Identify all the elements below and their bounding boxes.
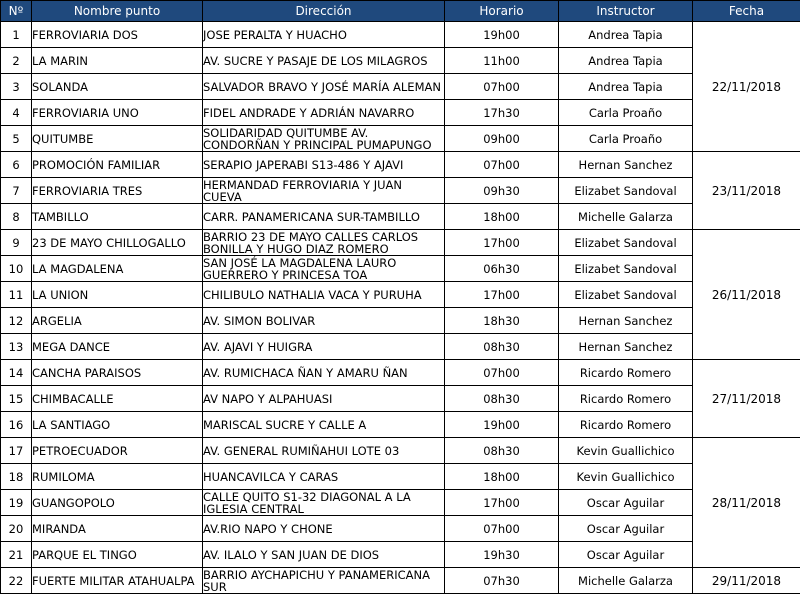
cell-name: MEGA DANCE	[32, 334, 203, 360]
cell-date: 28/11/2018	[693, 438, 800, 568]
cell-instructor: Kevin Guallichico	[559, 464, 693, 490]
cell-address: JOSE PERALTA Y HUACHO	[203, 22, 445, 48]
cell-address: HERMANDAD FERROVIARIA Y JUAN CUEVA	[203, 178, 445, 204]
cell-address: CARR. PANAMERICANA SUR-TAMBILLO	[203, 204, 445, 230]
table-row	[1, 204, 800, 230]
table-row	[1, 334, 800, 360]
cell-instructor: Oscar Aguilar	[559, 516, 693, 542]
cell-address: MARISCAL SUCRE Y CALLE A	[203, 412, 445, 438]
cell-num: 5	[1, 126, 32, 152]
cell-time: 07h00	[445, 516, 559, 542]
cell-name: GUANGOPOLO	[32, 490, 203, 516]
cell-time: 19h00	[445, 412, 559, 438]
cell-instructor: Ricardo Romero	[559, 386, 693, 412]
cell-time: 17h00	[445, 230, 559, 256]
header-name: Nombre punto	[32, 1, 203, 22]
cell-name: ARGELIA	[32, 308, 203, 334]
cell-name: CANCHA PARAISOS	[32, 360, 203, 386]
cell-name: MIRANDA	[32, 516, 203, 542]
cell-time: 07h00	[445, 360, 559, 386]
cell-instructor: Michelle Galarza	[559, 204, 693, 230]
cell-time: 18h00	[445, 464, 559, 490]
cell-num: 20	[1, 516, 32, 542]
cell-time: 17h30	[445, 100, 559, 126]
cell-name: FERROVIARIA UNO	[32, 100, 203, 126]
cell-name: FUERTE MILITAR ATAHUALPA	[32, 568, 203, 594]
cell-time: 07h00	[445, 152, 559, 178]
table-row	[1, 386, 800, 412]
cell-num: 9	[1, 230, 32, 256]
cell-instructor: Ricardo Romero	[559, 412, 693, 438]
cell-num: 1	[1, 22, 32, 48]
cell-name: SOLANDA	[32, 74, 203, 100]
cell-instructor: Andrea Tapia	[559, 22, 693, 48]
cell-name: RUMILOMA	[32, 464, 203, 490]
table-row	[1, 282, 800, 308]
cell-name: LA MARIN	[32, 48, 203, 74]
cell-instructor: Elizabet Sandoval	[559, 282, 693, 308]
cell-num: 13	[1, 334, 32, 360]
cell-address: HUANCAVILCA Y CARAS	[203, 464, 445, 490]
cell-instructor: Elizabet Sandoval	[559, 230, 693, 256]
cell-address: AV NAPO Y ALPAHUASI	[203, 386, 445, 412]
cell-address: BARRIO 23 DE MAYO CALLES CARLOS BONILLA Y HUGO DIAZ ROMERO	[203, 230, 445, 256]
cell-time: 11h00	[445, 48, 559, 74]
cell-date: 22/11/2018	[693, 22, 800, 152]
cell-address: AV.RIO NAPO Y CHONE	[203, 516, 445, 542]
cell-instructor: Oscar Aguilar	[559, 490, 693, 516]
cell-time: 18h30	[445, 308, 559, 334]
cell-address: CALLE QUITO S1-32 DIAGONAL A LA IGLESIA CENTRAL	[203, 490, 445, 516]
cell-time: 09h00	[445, 126, 559, 152]
table-row	[1, 22, 800, 48]
table-row	[1, 178, 800, 204]
cell-time: 09h30	[445, 178, 559, 204]
cell-time: 07h00	[445, 74, 559, 100]
cell-num: 2	[1, 48, 32, 74]
cell-num: 15	[1, 386, 32, 412]
cell-date: 23/11/2018	[693, 152, 800, 230]
table-row	[1, 542, 800, 568]
table-row	[1, 48, 800, 74]
cell-num: 16	[1, 412, 32, 438]
cell-instructor: Hernan Sanchez	[559, 334, 693, 360]
table-row	[1, 74, 800, 100]
cell-name: LA UNION	[32, 282, 203, 308]
cell-num: 7	[1, 178, 32, 204]
cell-name: FERROVIARIA DOS	[32, 22, 203, 48]
cell-date: 26/11/2018	[693, 230, 800, 360]
table-row	[1, 464, 800, 490]
cell-address: FIDEL ANDRADE Y ADRIÁN NAVARRO	[203, 100, 445, 126]
cell-time: 18h00	[445, 204, 559, 230]
cell-num: 18	[1, 464, 32, 490]
table-row	[1, 568, 800, 594]
table-row	[1, 438, 800, 464]
header-row	[1, 1, 800, 22]
cell-name: LA SANTIAGO	[32, 412, 203, 438]
cell-instructor: Carla Proaño	[559, 126, 693, 152]
cell-date: 29/11/2018	[693, 568, 800, 594]
cell-time: 08h30	[445, 334, 559, 360]
cell-address: SOLIDARIDAD QUITUMBE AV. CONDORÑAN Y PRINCIPAL PUMAPUNGO	[203, 126, 445, 152]
cell-instructor: Oscar Aguilar	[559, 542, 693, 568]
table-row	[1, 490, 800, 516]
cell-num: 10	[1, 256, 32, 282]
header-num: Nº	[1, 1, 32, 22]
cell-address: AV. ILALO Y SAN JUAN DE DIOS	[203, 542, 445, 568]
cell-num: 6	[1, 152, 32, 178]
cell-num: 17	[1, 438, 32, 464]
cell-num: 4	[1, 100, 32, 126]
cell-instructor: Andrea Tapia	[559, 48, 693, 74]
cell-instructor: Elizabet Sandoval	[559, 178, 693, 204]
cell-instructor: Ricardo Romero	[559, 360, 693, 386]
cell-time: 19h30	[445, 542, 559, 568]
cell-name: PARQUE EL TINGO	[32, 542, 203, 568]
cell-num: 8	[1, 204, 32, 230]
cell-address: AV. SIMON BOLIVAR	[203, 308, 445, 334]
cell-date: 27/11/2018	[693, 360, 800, 438]
cell-name: TAMBILLO	[32, 204, 203, 230]
cell-num: 19	[1, 490, 32, 516]
cell-instructor: Hernan Sanchez	[559, 308, 693, 334]
cell-instructor: Andrea Tapia	[559, 74, 693, 100]
header-date: Fecha	[693, 1, 800, 22]
cell-name: PROMOCIÓN FAMILIAR	[32, 152, 203, 178]
cell-address: CHILIBULO NATHALIA VACA Y PURUHA	[203, 282, 445, 308]
cell-address: AV. RUMICHACA ÑAN Y AMARU ÑAN	[203, 360, 445, 386]
header-instructor: Instructor	[559, 1, 693, 22]
cell-instructor: Michelle Galarza	[559, 568, 693, 594]
cell-instructor: Elizabet Sandoval	[559, 256, 693, 282]
cell-address: AV. SUCRE Y PASAJE DE LOS MILAGROS	[203, 48, 445, 74]
table-row	[1, 230, 800, 256]
cell-address: BARRIO AYCHAPICHU Y PANAMERICANA SUR	[203, 568, 445, 594]
table-row	[1, 308, 800, 334]
cell-instructor: Carla Proaño	[559, 100, 693, 126]
cell-name: 23 DE MAYO CHILLOGALLO	[32, 230, 203, 256]
table-row	[1, 126, 800, 152]
cell-address: SAN JOSÉ LA MAGDALENA LAURO GUERRERO Y PRINCESA TOA	[203, 256, 445, 282]
cell-name: QUITUMBE	[32, 126, 203, 152]
cell-address: AV. GENERAL RUMIÑAHUI LOTE 03	[203, 438, 445, 464]
cell-address: SERAPIO JAPERABI S13-486 Y AJAVI	[203, 152, 445, 178]
cell-time: 07h30	[445, 568, 559, 594]
header-address: Dirección	[203, 1, 445, 22]
cell-num: 14	[1, 360, 32, 386]
cell-time: 08h30	[445, 386, 559, 412]
cell-time: 06h30	[445, 256, 559, 282]
table-row	[1, 360, 800, 386]
cell-num: 22	[1, 568, 32, 594]
cell-num: 11	[1, 282, 32, 308]
cell-time: 17h00	[445, 282, 559, 308]
cell-name: LA MAGDALENA	[32, 256, 203, 282]
cell-address: AV. AJAVI Y HUIGRA	[203, 334, 445, 360]
cell-time: 19h00	[445, 22, 559, 48]
cell-time: 17h00	[445, 490, 559, 516]
cell-name: FERROVIARIA TRES	[32, 178, 203, 204]
cell-instructor: Hernan Sanchez	[559, 152, 693, 178]
table-row	[1, 256, 800, 282]
cell-address: SALVADOR BRAVO Y JOSÉ MARÍA ALEMAN	[203, 74, 445, 100]
cell-num: 3	[1, 74, 32, 100]
cell-num: 21	[1, 542, 32, 568]
table-row	[1, 516, 800, 542]
cell-time: 08h30	[445, 438, 559, 464]
cell-num: 12	[1, 308, 32, 334]
cell-name: PETROECUADOR	[32, 438, 203, 464]
cell-instructor: Kevin Guallichico	[559, 438, 693, 464]
table-row	[1, 412, 800, 438]
table-body	[1, 22, 800, 594]
header-time: Horario	[445, 1, 559, 22]
table-row	[1, 100, 800, 126]
cell-name: CHIMBACALLE	[32, 386, 203, 412]
table-row	[1, 152, 800, 178]
